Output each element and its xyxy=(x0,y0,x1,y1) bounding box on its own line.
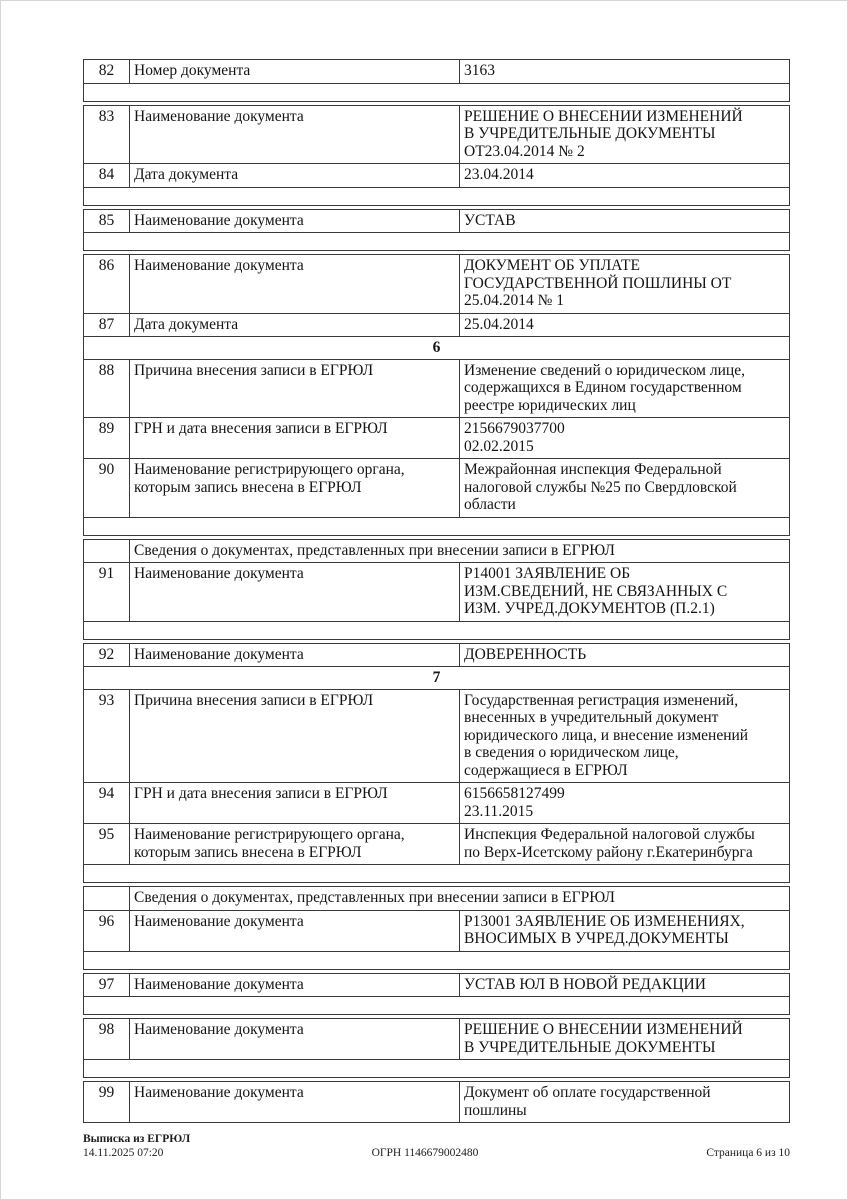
table-block xyxy=(83,886,790,970)
spacer-cell xyxy=(84,1060,790,1078)
table-block xyxy=(83,105,790,206)
row-label: Наименование документа xyxy=(130,105,460,164)
spacer-cell xyxy=(84,951,790,969)
table-block xyxy=(83,973,790,1016)
row-value xyxy=(460,1082,790,1123)
page-footer xyxy=(1,1133,848,1173)
table-row xyxy=(84,105,790,164)
value-line: РЕШЕНИЕ О ВНЕСЕНИИ ИЗМЕНЕНИЙ xyxy=(464,107,743,125)
row-label: ГРН и дата внесения записи в ЕГРЮЛ xyxy=(130,783,460,824)
value-line: 3163 xyxy=(464,62,495,79)
spacer-row xyxy=(84,187,790,205)
row-label: Наименование документа xyxy=(130,563,460,622)
spacer-cell xyxy=(84,997,790,1015)
row-label: Наименование регистрирующего органа, которым запись внесена в ЕГРЮЛ xyxy=(130,459,460,518)
row-value xyxy=(460,1019,790,1060)
row-value xyxy=(460,824,790,865)
value-line: ВНОСИМЫХ В УЧРЕД.ДОКУМЕНТЫ xyxy=(464,930,729,947)
value-line: 25.04.2014 xyxy=(464,315,534,333)
spacer-cell xyxy=(84,187,790,205)
row-number xyxy=(84,539,130,563)
row-value xyxy=(460,60,790,84)
value-line: Государственная регистрация изменений, xyxy=(464,691,739,709)
value-line: внесенных в учредительный документ xyxy=(464,709,719,726)
row-value xyxy=(460,105,790,164)
row-label: Наименование документа xyxy=(130,973,460,997)
value-line: УСТАВ ЮЛ В НОВОЙ РЕДАКЦИИ xyxy=(464,975,706,993)
table-row xyxy=(84,783,790,824)
spacer-row xyxy=(84,83,790,101)
table-row xyxy=(84,1019,790,1060)
table-row xyxy=(84,689,790,783)
value-line: 2156679037700 xyxy=(464,420,565,437)
row-label: Наименование документа xyxy=(130,255,460,314)
value-line: ДОВЕРЕННОСТЬ xyxy=(464,645,587,663)
value-line: юридического лица, и внесение изменений xyxy=(464,726,749,744)
value-line: 02.02.2015 xyxy=(464,437,534,455)
row-label: Наименование документа xyxy=(130,1019,460,1060)
table-block xyxy=(83,1018,790,1078)
row-number: 83 xyxy=(84,105,130,164)
row-value xyxy=(460,209,790,233)
spacer-row xyxy=(84,233,790,251)
value-line: ГОСУДАРСТВЕННОЙ ПОШЛИНЫ ОТ xyxy=(464,274,732,292)
footer-doc-type: Выписка из ЕГРЮЛ xyxy=(83,1133,191,1145)
spacer-row xyxy=(84,1060,790,1078)
value-line: 25.04.2014 № 1 xyxy=(464,292,565,309)
row-label: Наименование регистрирующего органа, которым запись внесена в ЕГРЮЛ xyxy=(130,824,460,865)
row-number: 90 xyxy=(84,459,130,518)
row-value xyxy=(460,783,790,824)
row-value xyxy=(460,359,790,418)
row-number: 93 xyxy=(84,689,130,783)
row-label: Причина внесения записи в ЕГРЮЛ xyxy=(130,359,460,418)
row-value xyxy=(460,255,790,314)
value-line: содержащихся в Едином государственном xyxy=(464,379,742,396)
spacer-row xyxy=(84,865,790,883)
row-number: 88 xyxy=(84,359,130,418)
table-row xyxy=(84,973,790,997)
table-block xyxy=(83,539,790,640)
row-value xyxy=(460,418,790,459)
row-number: 97 xyxy=(84,973,130,997)
table-row xyxy=(84,359,790,418)
row-number: 92 xyxy=(84,643,130,667)
spacer-cell xyxy=(84,517,790,535)
table-row xyxy=(84,60,790,84)
table-row xyxy=(84,313,790,337)
spacer-row xyxy=(84,997,790,1015)
value-line: Р14001 ЗАЯВЛЕНИЕ ОБ xyxy=(464,565,631,582)
value-line: в сведения о юридическом лице, xyxy=(464,744,679,761)
value-line: содержащиеся в ЕГРЮЛ xyxy=(464,761,628,779)
row-label: Наименование документа xyxy=(130,1082,460,1123)
value-line: по Верх-Исетскому району г.Екатеринбурга xyxy=(464,843,753,861)
span-header-row xyxy=(84,539,790,563)
row-label: Наименование документа xyxy=(130,209,460,233)
spacer-row xyxy=(84,951,790,969)
span-header-text: Сведения о документах, представленных при внесении записи в ЕГРЮЛ xyxy=(130,887,790,911)
table-row xyxy=(84,1082,790,1123)
row-label: Номер документа xyxy=(130,60,460,84)
value-line: ОТ23.04.2014 № 2 xyxy=(464,142,585,160)
value-line: Инспекция Федеральной налоговой службы xyxy=(464,826,755,843)
value-line: области xyxy=(464,496,516,513)
row-value xyxy=(460,164,790,188)
row-number: 95 xyxy=(84,824,130,865)
table-row xyxy=(84,824,790,865)
row-value xyxy=(460,563,790,622)
value-line: Документ об оплате государственной xyxy=(464,1084,711,1101)
section-number: 6 xyxy=(84,337,790,360)
row-number: 96 xyxy=(84,910,130,951)
row-number: 87 xyxy=(84,313,130,337)
row-label: ГРН и дата внесения записи в ЕГРЮЛ xyxy=(130,418,460,459)
row-number xyxy=(84,887,130,911)
value-line: пошлины xyxy=(464,1101,527,1119)
table-row xyxy=(84,910,790,951)
table-row xyxy=(84,418,790,459)
row-value xyxy=(460,973,790,997)
span-header-text: Сведения о документах, представленных при внесении записи в ЕГРЮЛ xyxy=(130,539,790,563)
row-number: 94 xyxy=(84,783,130,824)
row-label: Дата документа xyxy=(130,313,460,337)
table-block xyxy=(83,209,790,252)
egrul-table xyxy=(83,59,789,1126)
table-row xyxy=(84,209,790,233)
row-label: Дата документа xyxy=(130,164,460,188)
row-number: 82 xyxy=(84,60,130,84)
spacer-cell xyxy=(84,865,790,883)
row-value xyxy=(460,643,790,667)
row-value xyxy=(460,910,790,951)
row-value xyxy=(460,689,790,783)
row-value xyxy=(460,459,790,518)
table-row xyxy=(84,164,790,188)
spacer-cell xyxy=(84,621,790,639)
row-number: 86 xyxy=(84,255,130,314)
spacer-row xyxy=(84,621,790,639)
value-line: Р13001 ЗАЯВЛЕНИЕ ОБ ИЗМЕНЕНИЯХ, xyxy=(464,912,745,930)
spacer-row xyxy=(84,517,790,535)
table-block xyxy=(83,254,790,536)
row-number: 98 xyxy=(84,1019,130,1060)
footer-page-number: Страница 6 из 10 xyxy=(706,1146,790,1159)
table-row xyxy=(84,643,790,667)
value-line: налоговой службы №25 по Свердловской xyxy=(464,478,737,496)
table-row xyxy=(84,255,790,314)
table-row xyxy=(84,563,790,622)
value-line: ИЗМ.СВЕДЕНИЙ, НЕ СВЯЗАННЫХ С xyxy=(464,582,728,600)
value-line: Изменение сведений о юридическом лице, xyxy=(464,361,745,379)
value-line: В УЧРЕДИТЕЛЬНЫЕ ДОКУМЕНТЫ xyxy=(464,125,716,142)
value-line: Межрайонная инспекция Федеральной xyxy=(464,461,722,478)
row-value xyxy=(460,313,790,337)
value-line: реестре юридических лиц xyxy=(464,396,636,414)
row-number: 91 xyxy=(84,563,130,622)
value-line: ДОКУМЕНТ ОБ УПЛАТЕ xyxy=(464,257,640,274)
table-block xyxy=(83,1081,790,1123)
row-label: Наименование документа xyxy=(130,643,460,667)
row-label: Причина внесения записи в ЕГРЮЛ xyxy=(130,689,460,783)
footer-ogrn: ОГРН 1146679002480 xyxy=(371,1146,479,1159)
row-number: 99 xyxy=(84,1082,130,1123)
value-line: 6156658127499 xyxy=(464,785,565,802)
value-line: РЕШЕНИЕ О ВНЕСЕНИИ ИЗМЕНЕНИЙ xyxy=(464,1021,743,1038)
row-number: 89 xyxy=(84,418,130,459)
section-row xyxy=(84,337,790,360)
row-number: 85 xyxy=(84,209,130,233)
value-line: ИЗМ. УЧРЕД.ДОКУМЕНТОВ (П.2.1) xyxy=(464,600,715,617)
row-number: 84 xyxy=(84,164,130,188)
table-row xyxy=(84,459,790,518)
row-label: Наименование документа xyxy=(130,910,460,951)
value-line: 23.11.2015 xyxy=(464,802,534,820)
spacer-cell xyxy=(84,233,790,251)
span-header-row xyxy=(84,887,790,911)
footer-timestamp: 14.11.2025 07:20 xyxy=(83,1146,164,1159)
spacer-cell xyxy=(84,83,790,101)
section-number: 7 xyxy=(84,667,790,690)
value-line: 23.04.2014 xyxy=(464,166,534,183)
value-line: УСТАВ xyxy=(464,211,516,229)
section-row xyxy=(84,667,790,690)
table-block xyxy=(83,59,790,102)
value-line: В УЧРЕДИТЕЛЬНЫЕ ДОКУМЕНТЫ xyxy=(464,1038,716,1056)
table-block xyxy=(83,643,790,884)
